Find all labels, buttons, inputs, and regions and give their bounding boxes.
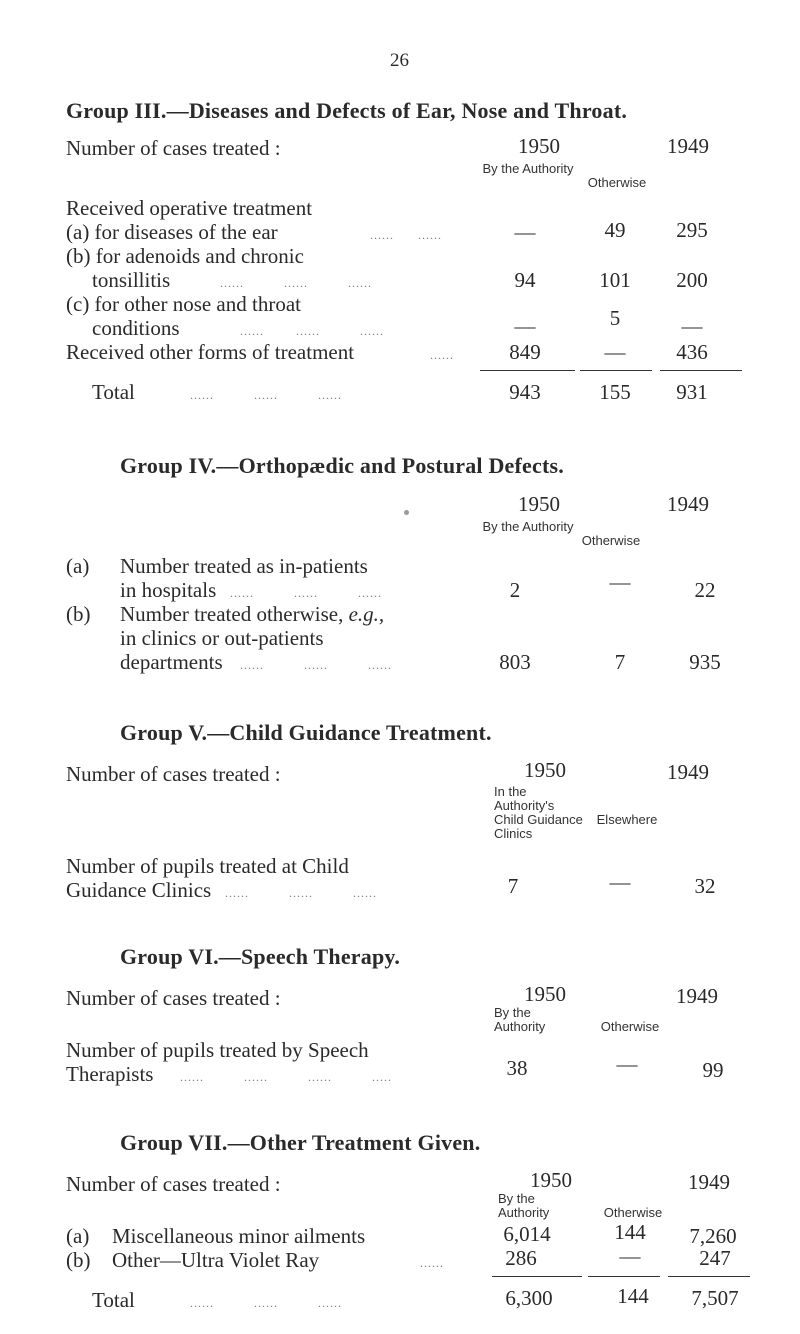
g7-row-a-v2: 144	[614, 1220, 646, 1244]
g7-row-b-v2: —	[619, 1244, 641, 1268]
leader-dots: ...... ......	[370, 228, 442, 242]
g3-row-a-label: (a) for diseases of the ear	[66, 220, 278, 244]
g3-row-b-label-2: tonsillitis	[92, 268, 171, 292]
group-6-heading: Group VI.—Speech Therapy.	[120, 944, 401, 969]
g5-col-elsewhere: Elsewhere	[596, 812, 658, 827]
g6-cases-label: Number of cases treated :	[66, 986, 281, 1010]
g7-total-v2: 144	[617, 1284, 649, 1308]
group-3-heading: Group III.—Diseases and Defects of Ear, Nose and Throat.	[66, 98, 628, 123]
g3-row-b-label-text: (b) for adenoids and chronic	[66, 244, 304, 268]
group-7-heading: Group VII.—Other Treatment Given.	[120, 1130, 481, 1155]
g7-row-a-label: Miscellaneous minor ailments	[112, 1224, 366, 1248]
g3-col-otherwise: Otherwise	[587, 175, 647, 190]
g3-row-a-v1: —	[514, 220, 536, 244]
g4-row-b-label	[120, 602, 384, 627]
g4-row-a-v1: 2	[509, 578, 521, 602]
g7-row-b-label: Other—Ultra Violet Ray	[112, 1248, 320, 1272]
g3-row-a-v3: 295	[676, 218, 708, 242]
g7-year-1950: 1950	[530, 1168, 572, 1192]
g4-row-b-label-3: departments	[120, 650, 223, 674]
leader-dots: ...... ...... ......	[190, 1296, 342, 1310]
g4-row-a-letter: (a)	[66, 554, 90, 578]
dot-mark	[404, 510, 409, 515]
leader-dots: ...... ...... ......	[240, 658, 392, 672]
g7-row-b-v3: 247	[699, 1246, 731, 1270]
total-rule	[492, 1276, 582, 1277]
leader-dots: ......	[420, 1256, 444, 1270]
g3-year-1950: 1950	[518, 134, 560, 158]
g3-row-b-v3: 200	[676, 268, 708, 292]
g3-row-c-label-2: conditions	[92, 316, 180, 340]
g3-row-b-v2: 101	[599, 268, 631, 292]
leader-dots: ...... ...... ......	[220, 276, 372, 290]
g3-row-c-v1: —	[514, 314, 536, 338]
g3-cases-label: Number of cases treated :	[66, 136, 281, 160]
g7-row-a-v3: 7,260	[689, 1224, 737, 1248]
page-number: 26	[390, 50, 409, 71]
g7-year-1949: 1949	[688, 1170, 730, 1194]
g4-year-1949: 1949	[667, 492, 709, 516]
g5-col-child-guidance: In the Authority's Child Guidance Clinics	[494, 784, 583, 841]
g4-year-1950: 1950	[518, 492, 560, 516]
g7-row-b-v1: 286	[505, 1246, 537, 1270]
g4-row-b-letter: (b)	[66, 602, 91, 626]
g3-row-c-v2: 5	[609, 306, 621, 330]
leader-dots: ...... ...... ......	[230, 586, 382, 600]
g3-row-d-label: Received other forms of treatment	[66, 340, 355, 364]
g4-row-b-label-text: Number treated otherwise,	[120, 602, 344, 626]
g6-col-authority: By the Authority	[494, 1005, 546, 1034]
leader-dots: ...... ...... ......	[190, 388, 342, 402]
g7-row-b-letter: (b)	[66, 1248, 91, 1272]
g6-year-1950: 1950	[524, 982, 566, 1006]
g6-v2: —	[616, 1052, 638, 1076]
g7-cases-label: Number of cases treated :	[66, 1172, 281, 1196]
g4-row-a-label: Number treated as in-patients	[120, 554, 368, 578]
g3-row-a-v2: 49	[604, 218, 626, 242]
g3-row-d-v3: 436	[676, 340, 708, 364]
g6-v3: 99	[702, 1058, 724, 1082]
g5-row-label: Number of pupils treated at Child	[66, 854, 349, 878]
g3-received-operative: Received operative treatment	[66, 196, 313, 220]
total-rule	[668, 1276, 750, 1277]
g3-year-1949: 1949	[667, 134, 709, 158]
g4-row-a-v3: 22	[694, 578, 716, 602]
g7-total-label: Total	[92, 1288, 135, 1312]
g3-total-v1: 943	[509, 380, 541, 404]
g7-col-authority: By the Authority	[498, 1191, 550, 1220]
g6-col-otherwise: Otherwise	[600, 1019, 660, 1034]
g3-total-label: Total	[92, 380, 135, 404]
g4-row-b-label-2: in clinics or out-patients	[120, 626, 324, 650]
g4-col-otherwise: Otherwise	[581, 533, 641, 548]
group-5-heading: Group V.—Child Guidance Treatment.	[120, 720, 492, 745]
g6-row-label: Number of pupils treated by Speech	[66, 1038, 369, 1062]
g5-v1: 7	[507, 874, 519, 898]
g4-row-a-label-2: in hospitals	[120, 578, 217, 602]
g6-row-label-2: Therapists	[66, 1062, 154, 1086]
g5-row-label-2: Guidance Clinics	[66, 878, 212, 902]
total-rule	[588, 1276, 660, 1277]
g5-v2: —	[609, 870, 631, 894]
g3-row-b-v1: 94	[514, 268, 536, 292]
g3-total-v2: 155	[599, 380, 631, 404]
g3-row-c-label: (c) for other nose and throat	[66, 292, 301, 316]
leader-dots: ...... ...... ...... .....	[180, 1070, 392, 1084]
group-4-heading: Group IV.—Orthopædic and Postural Defects.	[120, 453, 564, 478]
leader-dots: ......	[430, 348, 454, 362]
g6-year-1949: 1949	[676, 984, 718, 1008]
g7-total-v1: 6,300	[505, 1286, 553, 1310]
g6-v1: 38	[506, 1056, 528, 1080]
g3-col-authority: By the Authority	[482, 161, 574, 176]
g4-row-b-v3: 935	[689, 650, 721, 674]
g3-row-b-label	[66, 244, 457, 269]
total-rule	[580, 370, 652, 371]
g7-row-a-letter: (a)	[66, 1224, 90, 1248]
leader-dots: ...... ...... ......	[225, 886, 377, 900]
g4-row-b-label-eg: e.g.,	[348, 602, 385, 626]
g3-total-v3: 931	[676, 380, 708, 404]
g5-v3: 32	[694, 874, 716, 898]
g4-row-b-v2: 7	[614, 650, 626, 674]
leader-dots: ...... ...... ......	[240, 324, 384, 338]
g4-row-a-v2: —	[609, 570, 631, 594]
g4-row-b-v1: 803	[499, 650, 531, 674]
g3-row-c-v3: —	[681, 314, 703, 338]
total-rule	[480, 370, 575, 371]
g3-row-d-v1: 849	[509, 340, 541, 364]
g5-cases-label: Number of cases treated :	[66, 762, 281, 786]
g7-col-otherwise: Otherwise	[603, 1205, 663, 1220]
total-rule	[660, 370, 742, 371]
g3-row-d-v2: —	[604, 340, 626, 364]
g7-row-a-v1: 6,014	[503, 1222, 551, 1246]
g4-col-authority: By the Authority	[482, 519, 574, 534]
g5-year-1949: 1949	[667, 760, 709, 784]
g7-total-v3: 7,507	[691, 1286, 739, 1310]
g5-year-1950: 1950	[524, 758, 566, 782]
